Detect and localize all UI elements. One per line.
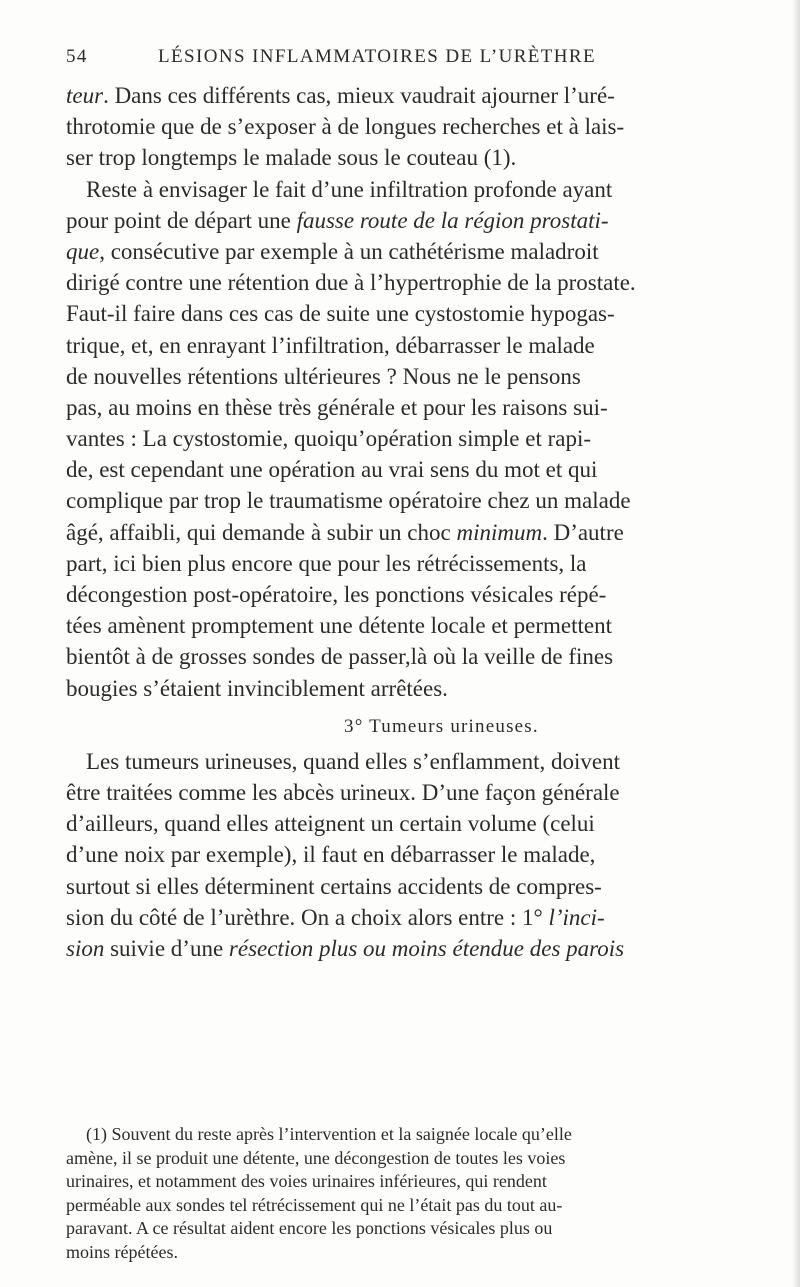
text-line bbox=[66, 641, 766, 672]
text-line bbox=[66, 902, 766, 933]
text-line bbox=[66, 454, 766, 485]
section-paragraph bbox=[66, 746, 766, 964]
italic-text: résection plus ou moins étendue des parois bbox=[228, 935, 625, 961]
text-run: ser trop longtemps le malade sous le couteau (1). bbox=[66, 145, 517, 171]
section-heading: 3° Tumeurs urineuses. bbox=[344, 715, 539, 737]
italic-text: minimum bbox=[456, 519, 543, 545]
text-run: d’une noix par exemple), il faut en débarrasser le malade, bbox=[66, 842, 596, 868]
text-line bbox=[66, 142, 766, 173]
text-run: être traitées comme les abcès urineux. D’une façon générale bbox=[66, 779, 620, 805]
text-line bbox=[66, 1241, 766, 1265]
text-line bbox=[66, 485, 766, 516]
text-line bbox=[66, 236, 766, 267]
text-run: throtomie que de s’exposer à de longues recherches et à lais- bbox=[66, 114, 625, 140]
text-line bbox=[66, 871, 766, 902]
italic-text: fausse route de la région prostati- bbox=[296, 207, 609, 233]
running-title: LÉSIONS INFLAMMATOIRES DE L’URÈTHRE bbox=[158, 46, 596, 67]
text-run: pour point de départ une bbox=[66, 207, 297, 233]
text-line bbox=[66, 1194, 766, 1218]
text-run: de nouvelles rétentions ultérieures ? Nous ne le pensons bbox=[66, 363, 581, 389]
italic-text: que bbox=[66, 238, 100, 264]
text-line bbox=[66, 579, 766, 610]
text-line bbox=[66, 517, 766, 548]
text-run: décongestion post-opératoire, les ponctions vésicales répé- bbox=[66, 582, 607, 607]
main-text bbox=[66, 80, 766, 964]
text-line bbox=[66, 1170, 766, 1194]
text-run: âgé, affaibli, qui demande à subir un choc bbox=[66, 519, 457, 545]
text-run: perméable aux sondes tel rétrécissement qui ne l’était pas du tout au- bbox=[66, 1194, 563, 1215]
text-line bbox=[66, 548, 766, 579]
text-run: dirigé contre une rétention due à l’hypertrophie de la prostate. bbox=[66, 270, 636, 296]
text-run: moins répétées. bbox=[66, 1241, 178, 1262]
text-run: de, est cependant une opération au vrai sens du mot et qui bbox=[66, 457, 598, 483]
text-run: complique par trop le traumatisme opératoire chez un malade bbox=[66, 488, 631, 514]
text-line bbox=[66, 673, 766, 704]
text-run: vantes : La cystostomie, quoiqu’opération simple et rapi- bbox=[66, 426, 592, 452]
text-line bbox=[66, 808, 766, 839]
text-line bbox=[66, 610, 766, 641]
text-run: . D’autre bbox=[542, 519, 624, 545]
text-run: (1) Souvent du reste après l’intervention et la saignée locale qu’elle bbox=[86, 1124, 572, 1144]
text-line bbox=[66, 267, 766, 298]
text-line bbox=[66, 111, 766, 142]
text-line bbox=[66, 392, 766, 423]
text-run: bougies s’étaient invinciblement arrêtées. bbox=[66, 675, 448, 701]
text-run: , consécutive par exemple à un cathétérisme maladroit bbox=[99, 238, 599, 264]
text-line bbox=[66, 839, 766, 870]
text-line bbox=[66, 80, 766, 111]
text-run: Les tumeurs urineuses, quand elles s’enflamment, doivent bbox=[86, 748, 620, 774]
text-run: surtout si elles déterminent certains accidents de compres- bbox=[66, 873, 602, 899]
text-run: pas, au moins en thèse très générale et pour les raisons sui- bbox=[66, 394, 608, 420]
text-line bbox=[66, 777, 766, 808]
text-line bbox=[66, 330, 766, 361]
text-run: sion du côté de l’urèthre. On a choix alors entre : 1° bbox=[66, 904, 549, 930]
text-line bbox=[66, 298, 766, 329]
italic-text: l’inci- bbox=[548, 904, 605, 930]
text-run: bientôt à de grosses sondes de passer,là où la veille de fines bbox=[66, 644, 614, 670]
text-run: trique, et, en enrayant l’infiltration, débarrasser le malade bbox=[66, 332, 595, 358]
italic-text: teur bbox=[66, 83, 104, 108]
text-line bbox=[66, 746, 766, 777]
text-run: d’ailleurs, quand elles atteignent un certain volume (celui bbox=[66, 811, 595, 837]
text-line bbox=[66, 423, 766, 454]
text-run: paravant. A ce résultat aident encore les ponctions vésicales plus ou bbox=[66, 1218, 553, 1238]
text-line bbox=[66, 361, 766, 392]
text-line bbox=[66, 1217, 766, 1241]
text-line bbox=[66, 174, 766, 205]
italic-text: sion bbox=[66, 935, 105, 961]
text-run: part, ici bien plus encore que pour les rétrécissements, la bbox=[66, 550, 587, 576]
text-line bbox=[66, 1123, 766, 1147]
page-edge-shadow bbox=[792, 0, 800, 1287]
paragraph-block bbox=[66, 80, 766, 704]
text-run: Faut-il faire dans ces cas de suite une cystostomie hypogas- bbox=[66, 301, 615, 327]
text-run: suivie d’une bbox=[104, 935, 229, 961]
page-header bbox=[66, 46, 686, 72]
page-number: 54 bbox=[66, 46, 88, 67]
text-run: . Dans ces différents cas, mieux vaudrait ajourner l’uré- bbox=[103, 83, 615, 108]
text-run: amène, il se produit une détente, une décongestion de toutes les voies bbox=[66, 1147, 566, 1168]
text-run: urinaires, et notamment des voies urinaires inférieures, qui rendent bbox=[66, 1171, 547, 1191]
text-line bbox=[66, 1147, 766, 1171]
footnote bbox=[66, 1123, 766, 1264]
text-line bbox=[66, 933, 766, 964]
text-run: Reste à envisager le fait d’une infiltration profonde ayant bbox=[86, 176, 613, 202]
text-line bbox=[66, 205, 766, 236]
text-run: tées amènent promptement une détente locale et permettent bbox=[66, 613, 613, 639]
